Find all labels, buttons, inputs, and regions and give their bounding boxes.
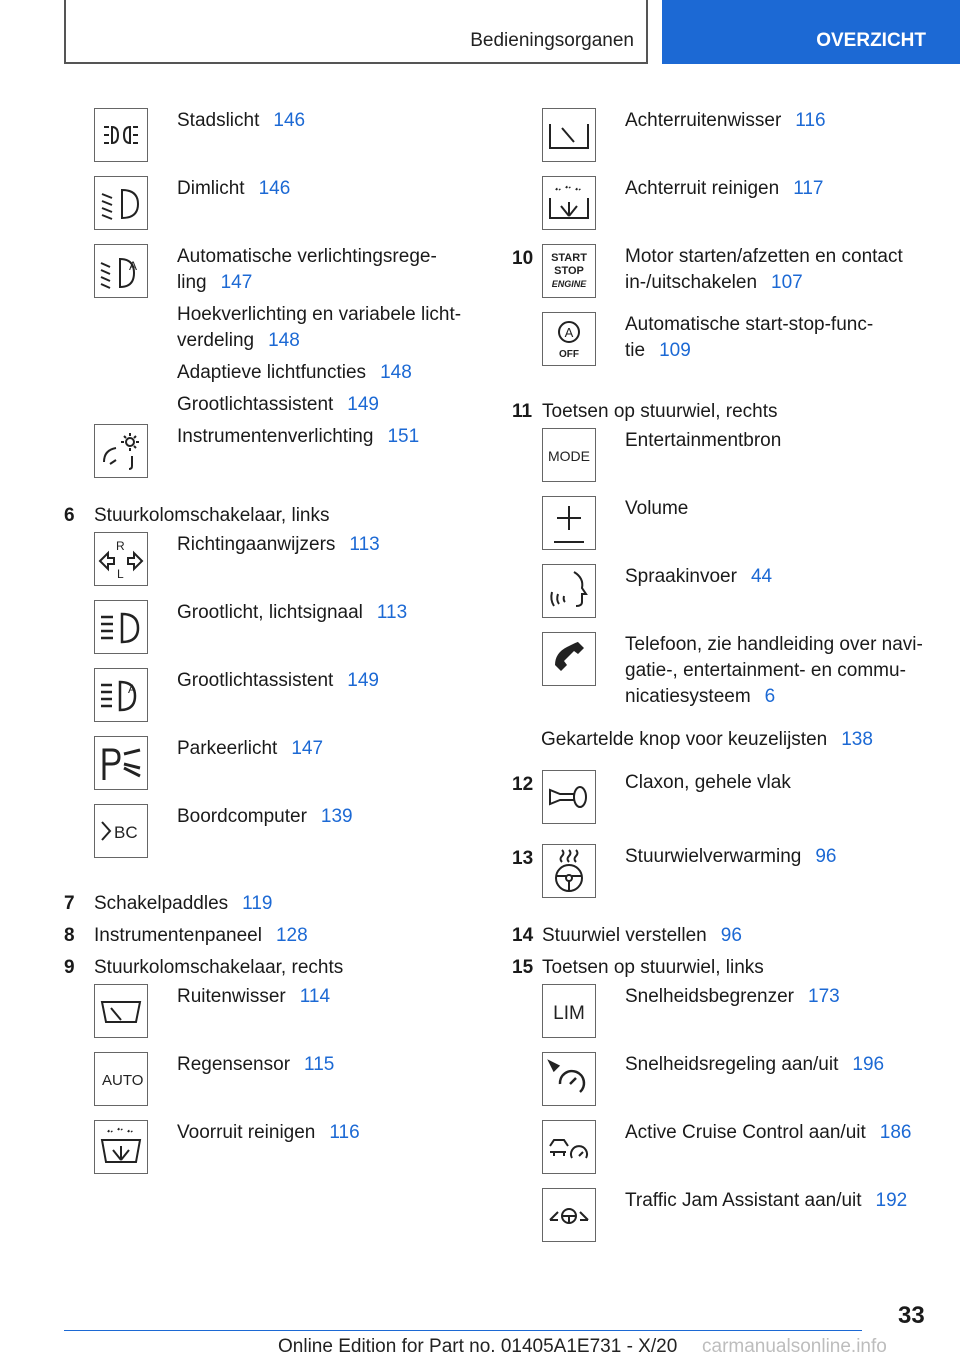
item-label: Gekartelde knop voor keuzelijsten [541, 729, 828, 750]
icon-letter: STOP [554, 265, 584, 277]
parking-light-icon [94, 108, 148, 162]
page-ref-link[interactable]: 128 [275, 925, 308, 946]
wiper-icon [94, 984, 148, 1038]
list-item [512, 724, 952, 756]
page-ref-link[interactable]: 151 [387, 426, 420, 447]
page-ref-link[interactable]: 149 [347, 394, 379, 415]
item-label: Claxon, gehele vlak [625, 772, 791, 793]
section-title: Toetsen op stuurwiel, rechts [542, 401, 778, 422]
item-label: Achterruitenwisser [625, 110, 782, 131]
item-label: Instrumentenverlichting [177, 426, 374, 447]
icon-letter: A [564, 325, 574, 340]
page-ref-link[interactable]: 116 [329, 1122, 360, 1143]
page-ref-link[interactable]: 107 [771, 272, 803, 293]
section-number: 15 [512, 957, 534, 978]
list-item [64, 600, 484, 668]
page-ref-link[interactable]: 139 [320, 806, 353, 827]
page-ref-link[interactable]: 44 [750, 566, 773, 587]
page-ref-link[interactable]: 113 [376, 602, 408, 623]
footer-divider [64, 1330, 862, 1331]
section-number: 13 [512, 848, 534, 869]
parking-light-side-icon [94, 736, 148, 790]
auto-start-stop-off-icon[interactable] [542, 312, 596, 366]
page-ref-link[interactable]: 149 [347, 670, 379, 691]
page-ref-link[interactable]: 186 [879, 1122, 912, 1143]
turn-signal-icon [94, 532, 148, 586]
watermark: carmanualsonline.info [702, 1336, 887, 1357]
left-column [64, 108, 484, 1188]
section-title: Schakelpaddles [94, 893, 229, 914]
voice-input-icon[interactable] [542, 564, 596, 618]
list-item [512, 312, 952, 396]
item-label: Snelheidsregeling aan/uit [625, 1054, 839, 1075]
header-section-label: Bedieningsorganen [470, 30, 634, 51]
item-label: Snelheidsbegrenzer [625, 986, 795, 1007]
icon-letter: OFF [559, 349, 579, 360]
section-heading [512, 952, 952, 984]
section-heading [64, 888, 484, 920]
list-item [64, 532, 484, 600]
section-title: Stuurkolomschakelaar, links [94, 505, 330, 526]
list-item [512, 176, 952, 244]
page-ref-link[interactable]: 192 [875, 1190, 908, 1211]
section-number: 14 [512, 925, 534, 946]
list-item [512, 108, 952, 176]
section-number: 6 [64, 505, 75, 526]
icon-letter: R [116, 539, 125, 553]
steering-wheel-heating-icon[interactable] [542, 844, 596, 898]
section-number: 8 [64, 925, 75, 946]
item-label: Parkeerlicht [177, 738, 278, 759]
item-label: Grootlichtassistent [177, 394, 334, 415]
icon-letter: ENGINE [551, 279, 587, 289]
icon-letter: START [551, 252, 587, 264]
section-number: 7 [64, 893, 75, 914]
page-ref-link[interactable]: 146 [273, 110, 306, 131]
instrument-lighting-icon [94, 424, 148, 478]
page-ref-link[interactable]: 138 [841, 729, 873, 750]
list-item [64, 736, 484, 804]
list-item [512, 564, 952, 632]
page-number: 33 [898, 1302, 925, 1329]
rear-washer-icon [542, 176, 596, 230]
page-ref-link[interactable]: 116 [795, 110, 826, 131]
icon-letter: MODE [548, 448, 590, 464]
item-label: Telefoon, zie handleiding over navi- gatie-, entertainment- en commu- nicatiesysteem [625, 634, 923, 707]
volume-icon[interactable] [542, 496, 596, 550]
icon-letter: BC [114, 823, 138, 842]
section-title: Toetsen op stuurwiel, links [542, 957, 764, 978]
speed-limiter-icon[interactable] [542, 984, 596, 1038]
section-heading [64, 500, 484, 532]
item-label: Grootlichtassistent [177, 670, 334, 691]
list-item [512, 844, 952, 920]
list-item [512, 632, 952, 724]
list-item [64, 1052, 484, 1120]
page-ref-link[interactable]: 173 [808, 986, 840, 1007]
list-item [64, 176, 484, 244]
list-item [512, 496, 952, 564]
footer-edition [278, 1336, 677, 1358]
rain-sensor-icon [94, 1052, 148, 1106]
traffic-jam-assistant-icon[interactable] [542, 1188, 596, 1242]
page-ref-link[interactable]: 115 [304, 1054, 335, 1075]
item-label: Voorruit reinigen [177, 1122, 316, 1143]
item-label: Traffic Jam Assistant aan/uit [625, 1190, 862, 1211]
section-number: 10 [512, 248, 534, 269]
list-item [512, 1120, 952, 1188]
page-ref-link[interactable]: 196 [852, 1054, 885, 1075]
item-label: Boordcomputer [177, 806, 307, 827]
page-ref-link[interactable]: 119 [242, 893, 273, 914]
item-label: Automatische start-stop-func- tie [625, 314, 874, 361]
right-column [512, 108, 952, 1256]
section-heading [64, 920, 484, 952]
item-label: Spraakinvoer [625, 566, 737, 587]
icon-letter: A [128, 682, 137, 696]
icon-letter: AUTO [102, 1072, 144, 1089]
list-item [512, 428, 952, 496]
header-tab-label: OVERZICHT [816, 30, 926, 51]
page-ref-link[interactable]: 148 [268, 330, 300, 351]
item-label: Hoekverlichting en variabele licht- verdeling [177, 304, 462, 351]
item-label: Volume [625, 498, 689, 519]
list-item [512, 1052, 952, 1120]
list-item [512, 1188, 952, 1256]
start-stop-engine-icon[interactable] [542, 244, 596, 298]
icon-letter: LIM [553, 1003, 585, 1024]
page-ref-link[interactable]: 96 [720, 925, 742, 946]
page-ref-link[interactable]: 146 [258, 178, 291, 199]
high-beam-assistant-icon [94, 668, 148, 722]
item-label: Dimlicht [177, 178, 245, 199]
item-label: Richtingaanwijzers [177, 534, 336, 555]
icon-letter: A [129, 259, 138, 273]
section-heading [64, 952, 484, 984]
list-item [512, 984, 952, 1052]
item-label: Stadslicht [177, 110, 260, 131]
item-label: Regensensor [177, 1054, 291, 1075]
low-beam-icon [94, 176, 148, 230]
item-label: Stuurwielverwarming [625, 846, 802, 867]
page-ref-link[interactable]: 96 [815, 846, 837, 867]
item-label: Motor starten/afzetten en contact in-/uitschakelen [625, 246, 903, 293]
section-title: Stuurwiel verstellen [542, 925, 707, 946]
item-label: Adaptieve lichtfuncties [177, 362, 367, 383]
page-ref-link[interactable]: 114 [299, 986, 331, 1007]
list-item [64, 424, 484, 500]
item-label: Ruitenwisser [177, 986, 286, 1007]
section-number: 9 [64, 957, 75, 978]
section-number: 12 [512, 774, 534, 795]
page-ref-link[interactable]: 147 [220, 272, 253, 293]
section-title: Stuurkolomschakelaar, rechts [94, 957, 344, 978]
onboard-computer-icon [94, 804, 148, 858]
page-ref-link[interactable]: 117 [793, 178, 824, 199]
page-ref-link[interactable]: 113 [349, 534, 380, 555]
section-heading [512, 396, 952, 428]
mode-icon[interactable] [542, 428, 596, 482]
list-item [64, 108, 484, 176]
item-label: Automatische verlichtingsrege- ling [177, 246, 437, 293]
item-label: Active Cruise Control aan/uit [625, 1122, 866, 1143]
item-label: Entertainmentbron [625, 430, 782, 451]
edition-text: Online Edition for Part no. 01405A1E731 - X/20 [278, 1336, 678, 1357]
active-cruise-control-icon[interactable] [542, 1120, 596, 1174]
list-item [64, 804, 484, 888]
cruise-control-icon[interactable] [542, 1052, 596, 1106]
list-item [512, 244, 952, 312]
automatic-headlight-icon [94, 244, 148, 298]
list-item [64, 1120, 484, 1188]
windshield-washer-icon [94, 1120, 148, 1174]
item-label: Achterruit reinigen [625, 178, 780, 199]
list-item [512, 770, 952, 844]
section-title: Instrumentenpaneel [94, 925, 262, 946]
item-label: Grootlicht, lichtsignaal [177, 602, 363, 623]
list-item [64, 244, 484, 424]
horn-icon[interactable] [542, 770, 596, 824]
header-section-box [64, 0, 648, 64]
high-beam-icon [94, 600, 148, 654]
section-heading [512, 920, 952, 952]
list-item [64, 984, 484, 1052]
rear-wiper-icon [542, 108, 596, 162]
page-ref-link[interactable]: 147 [291, 738, 324, 759]
list-item [64, 668, 484, 736]
phone-icon[interactable] [542, 632, 596, 686]
page-ref-link[interactable]: 148 [380, 362, 412, 383]
header-tab[interactable] [662, 0, 960, 64]
page-ref-link[interactable]: 109 [659, 340, 691, 361]
page-ref-link[interactable]: 6 [764, 686, 776, 707]
section-number: 11 [512, 401, 533, 422]
icon-letter: L [117, 567, 124, 581]
